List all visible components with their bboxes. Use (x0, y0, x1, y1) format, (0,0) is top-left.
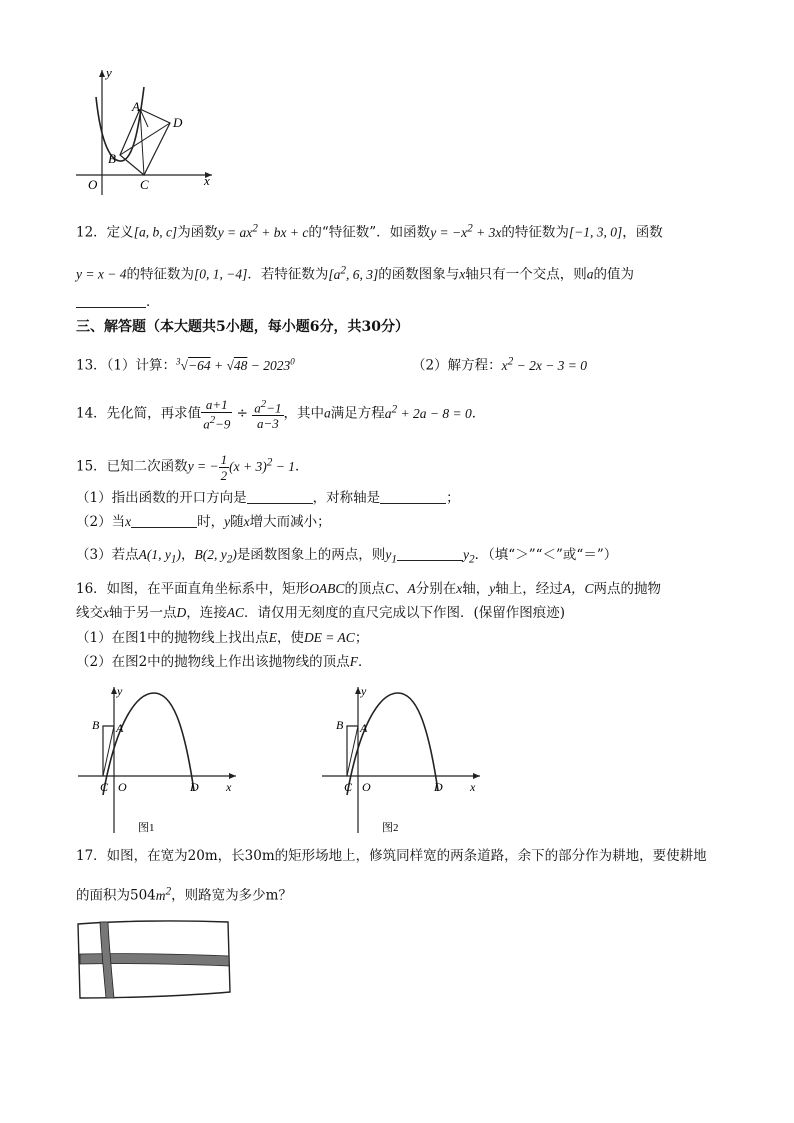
fig1-label-O: O (118, 780, 127, 794)
q16-line2: 线交x轴于另一点D，连接AC．请仅用无刻度的直尺完成以下作图．(保留作图痕迹) (76, 605, 566, 621)
q17-line2: 的面积为$504m^2$，则路宽为多少m？ (76, 885, 292, 904)
q12-answer-blank[interactable]: ． (76, 293, 160, 311)
fig2-label-O: O (362, 780, 371, 794)
fig2-label-A: A (360, 721, 368, 735)
q15-sub2: （2）当x 时，y随x增大而减小； (76, 514, 331, 530)
fig-label-O: O (88, 177, 98, 192)
fig2-label-C: C (344, 780, 353, 794)
q17-line1: 17．如图，在宽为20m，长30m的矩形场地上，修筑同样宽的两条道路，余下的部分作为耕地，要使耕地 (76, 848, 707, 864)
fig2-label-D: D (434, 780, 443, 794)
fig-label-x: x (204, 173, 210, 188)
q15-sub1: （1）指出函数的开口方向是 ，对称轴是 ； (76, 490, 460, 506)
section3-heading: 三、解答题（本大题共5小题，每小题6分，共30分） (76, 319, 409, 335)
q16-sub1: （1）在图1中的抛物线上找出点E，使DE = AC； (76, 630, 369, 646)
q12-line1: 12．定义[a, b, c]为函数$y = ax^2$ + bx + c的“特征数”．如函数$y = -x^2 + 3x$的特征数为[−1, 3, 0]，函数 (76, 222, 663, 241)
q12-line2: y = x − 4的特征数为[0, 1, −4]．若特征数为[$a^2$, 6, 3]的函数图象与x轴只有一个交点，则a的值为 (76, 264, 634, 283)
fig-label-D: D (173, 115, 183, 130)
q16-figure-1 (76, 683, 246, 838)
q15-sub3: （3）若点A(1, $y_1$)，B(2, $y_2$)是函数图象上的两点，则$y_1$ $y_2$．（填“＞”“＜”或“＝”） (76, 547, 618, 566)
fig2-caption: 图2 (382, 822, 399, 834)
fig1-label-D: D (190, 780, 199, 794)
fig1-caption: 图1 (138, 822, 155, 834)
fig2-label-B: B (336, 718, 344, 732)
fig-label-A: A (132, 99, 140, 114)
fig1-label-C: C (100, 780, 109, 794)
fig1-label-B: B (92, 718, 100, 732)
q16-figure-2 (320, 683, 490, 838)
q16-line1: 16．如图，在平面直角坐标系中，矩形OABC的顶点C、A分别在x轴，y轴上，经过A，C两点的抛物 (76, 581, 661, 597)
fig-label-y: y (106, 65, 112, 80)
fig1-label-A: A (116, 721, 124, 735)
q16-sub2: （2）在图2中的抛物线上作出该抛物线的顶点F． (76, 654, 372, 670)
fig-label-C: C (140, 177, 149, 192)
q13-part2: （2）解方程：$x^2 - 2x - 3 = 0$ (412, 355, 588, 374)
fig1-label-x: x (226, 780, 232, 794)
q15-stem: 15．已知二次函数y = − $\frac{1}{2}$ $(x + 3)^2 - 1$． (76, 451, 309, 483)
fig2-label-x: x (470, 780, 476, 794)
fig2-label-y: y (361, 684, 367, 698)
q13-part1: 13．（1）计算：$^3√-64 + √48 - 2023^0$ (76, 356, 295, 374)
q14: 14．先化简，再求值 $\frac{a+1}{a^2-9}$ ÷ $\frac{a^2-1}{a-3}$ ，其中a满足方程$a^2 + 2a - 8 = 0$． (76, 396, 486, 432)
fig1-label-y: y (117, 684, 123, 698)
field-with-roads-figure (74, 916, 236, 1004)
parabola-quadrilateral-figure (72, 65, 222, 200)
fig-label-B: B (108, 151, 116, 166)
